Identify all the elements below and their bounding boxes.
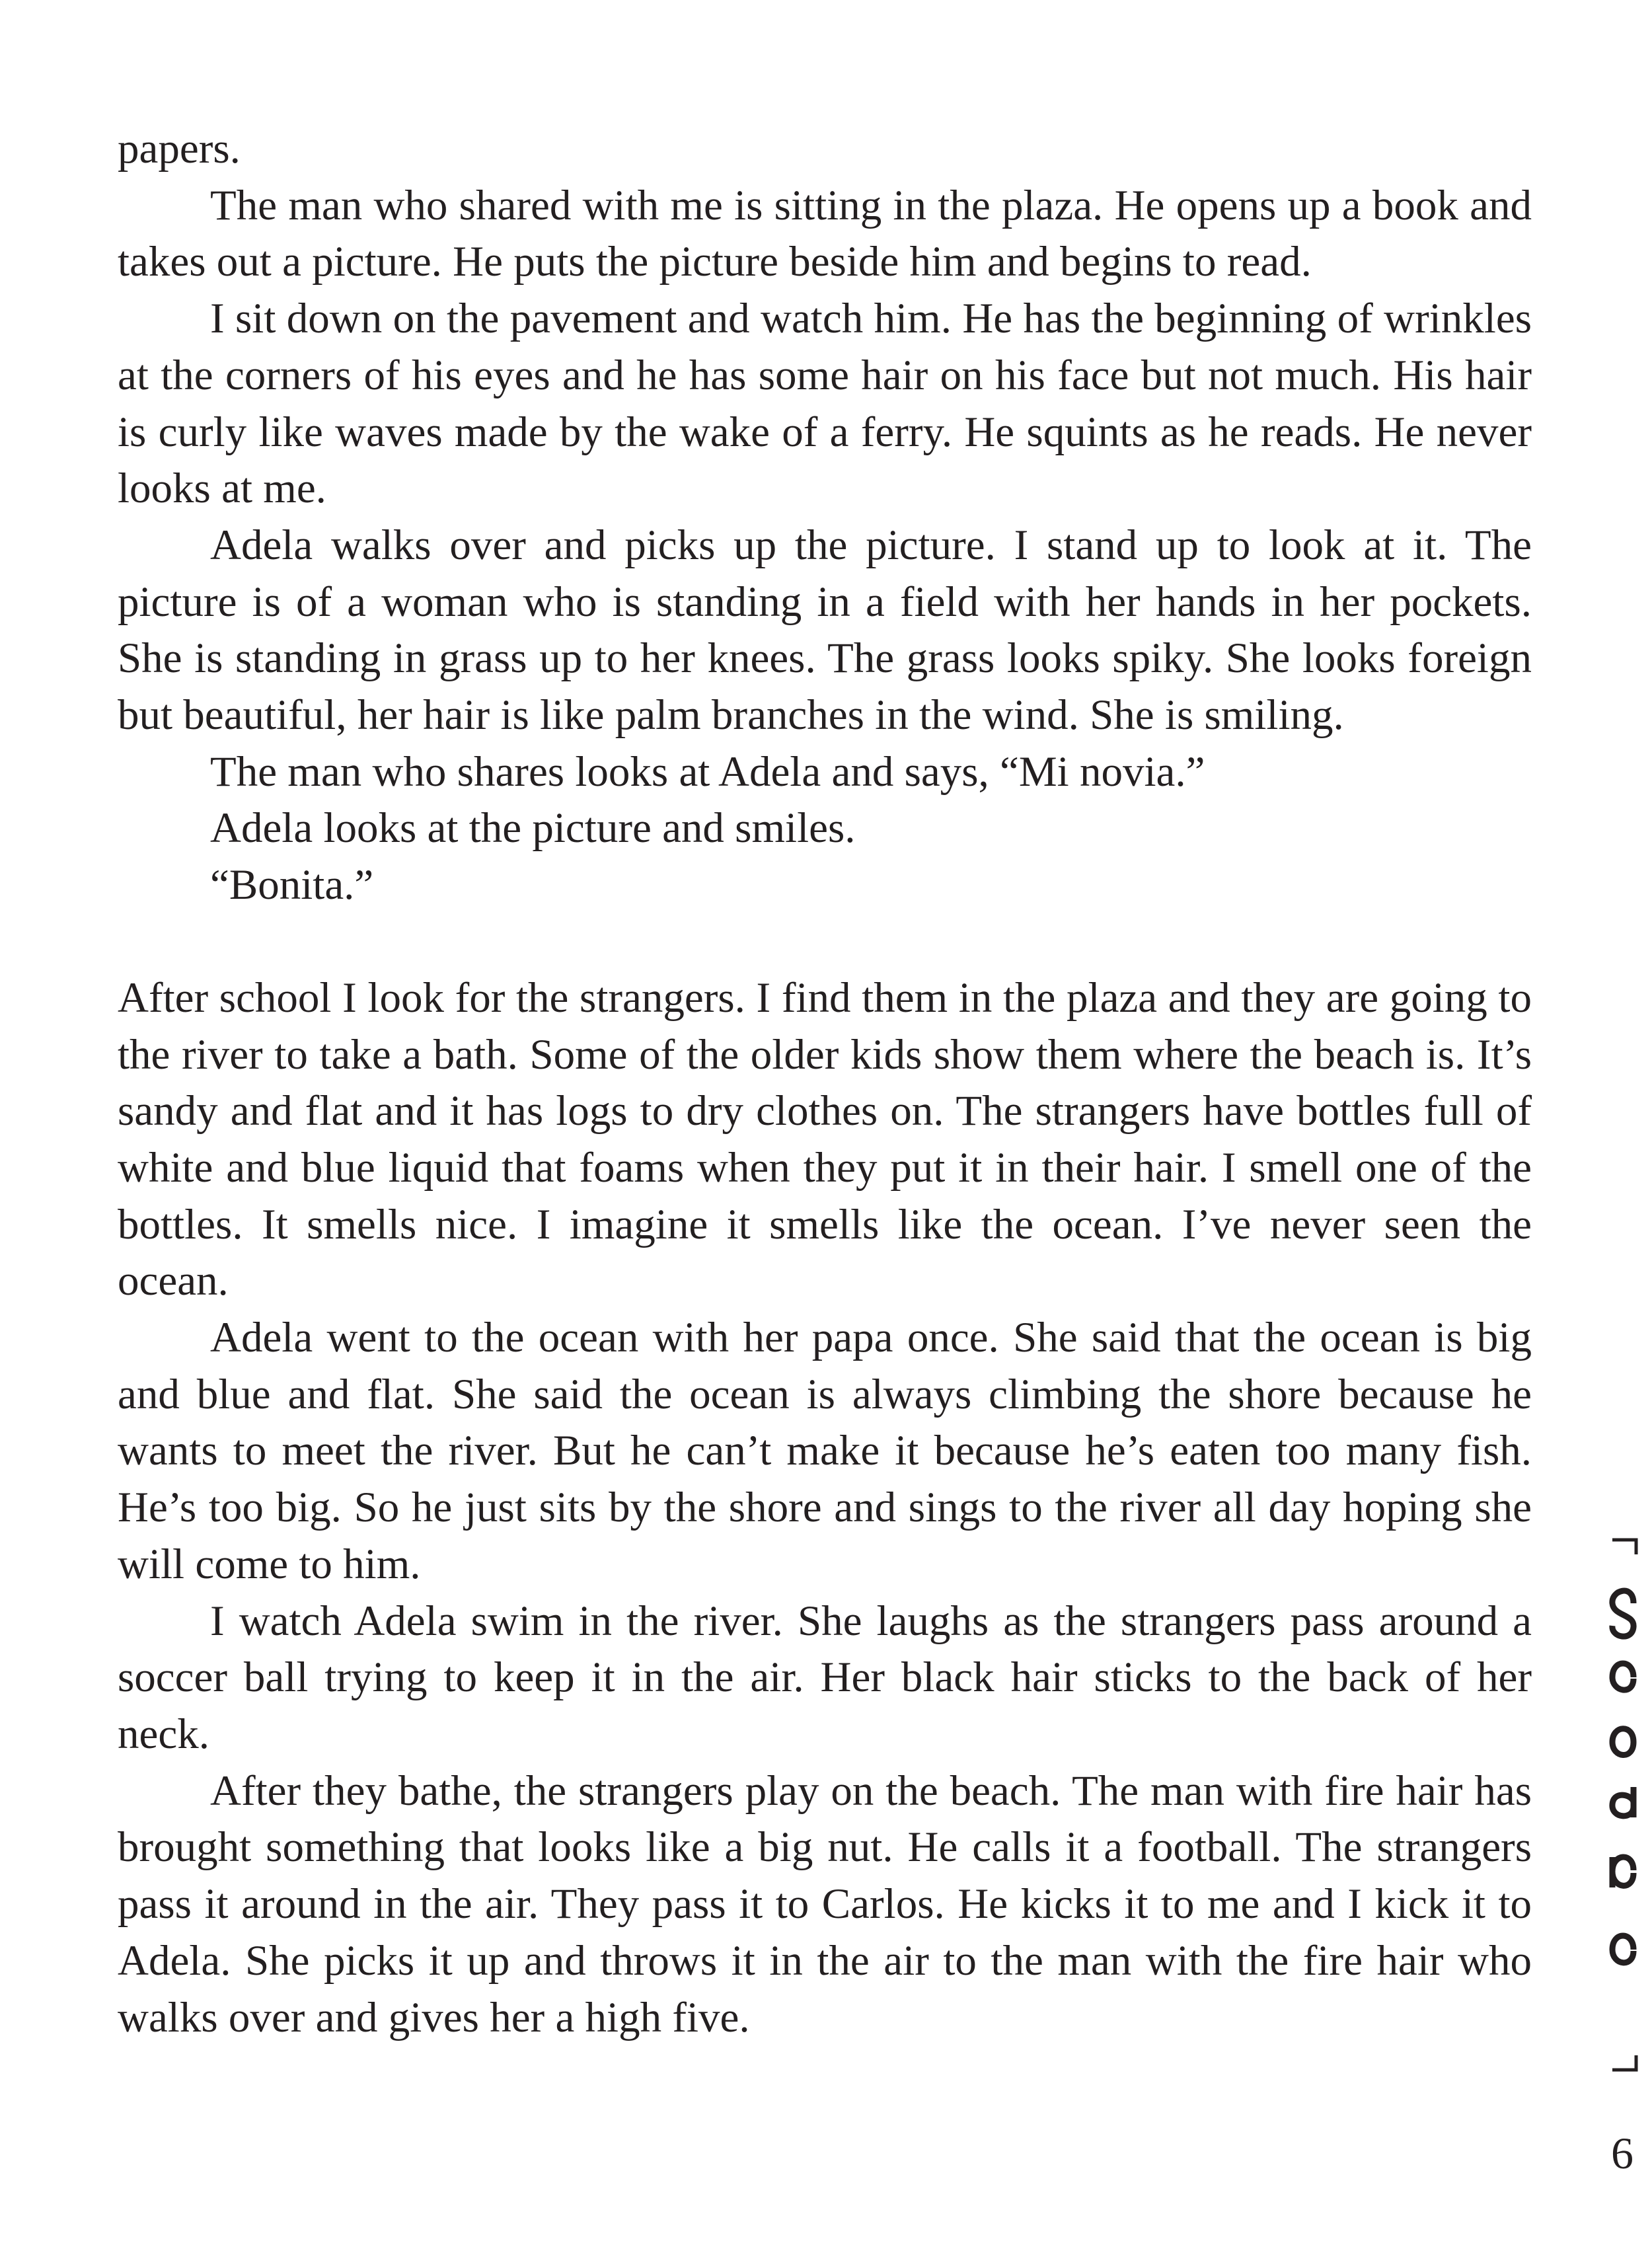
paragraph: The man who shared with me is sitting in the plaza. He opens up a book and takes out a picture. He puts the picture beside him and begins to read. (118, 181, 1532, 286)
paragraph: Adela went to the ocean with her papa once. She said that the ocean is big and blue and flat. She said the ocean is always climbing the shore because he wants to meet the river. But he can’t make it because he’s eaten too many fish. He’s too big. So he just sits by the shore and sings to the river all day hoping she will come to him. (118, 1314, 1532, 1588)
paragraph: After school I look for the strangers. I find them in the plaza and they are going to the river to take a bath. Some of the older kids show them where the beach is. It’s sandy and flat and it has logs to dry clothes on. The strangers have bottles full of white and blue liquid that foams when they put it in their hair. I smell one of the bottles. It smells nice. I imagine it smells like the ocean. I’ve never seen the ocean. (118, 973, 1532, 1305)
paragraph: The man who shares looks at Adela and says, “Mi novia.” (210, 747, 1205, 796)
paragraph: After they bathe, the strangers play on the beach. The man with fire hair has brought something that looks like a big nut. He calls it a football. The strangers pass it around in the air. They pass it to Carlos. He kicks it to me and I kick it to Adela. She picks it up and throws it in the air to the man with the fire hair who walks over and gives her a high five. (118, 1767, 1532, 2041)
paragraph: I watch Adela swim in the river. She laughs as the strangers pass around a soccer ball trying to keep it in the air. Her black hair sticks to the back of her neck. (118, 1597, 1532, 1758)
paragraph: papers. (118, 125, 241, 172)
paragraph: I sit down on the pavement and watch him. He has the beginning of wrinkles at the corners of his eyes and he has some hair on his face but not much. His hair is curly like waves made by the wake of a ferry. He squints as he reads. He never looks at me. (118, 295, 1532, 513)
page-number: 6 (1611, 2128, 1633, 2178)
paragraph: Adela walks over and picks up the picture. I stand up to look at it. The picture is of a woman who is standing in a field with her hands in her pockets. She is standing in grass up to her knees. The grass looks spiky. She looks foreign but beautiful, her hair is like palm branches in the wind. She is smiling. (118, 521, 1532, 740)
section-side-tab (1607, 1527, 1639, 2082)
paragraph: Adela looks at the picture and smiles. (210, 804, 856, 853)
body-text (118, 121, 1532, 2046)
paragraph: “Bonita.” (210, 861, 374, 909)
